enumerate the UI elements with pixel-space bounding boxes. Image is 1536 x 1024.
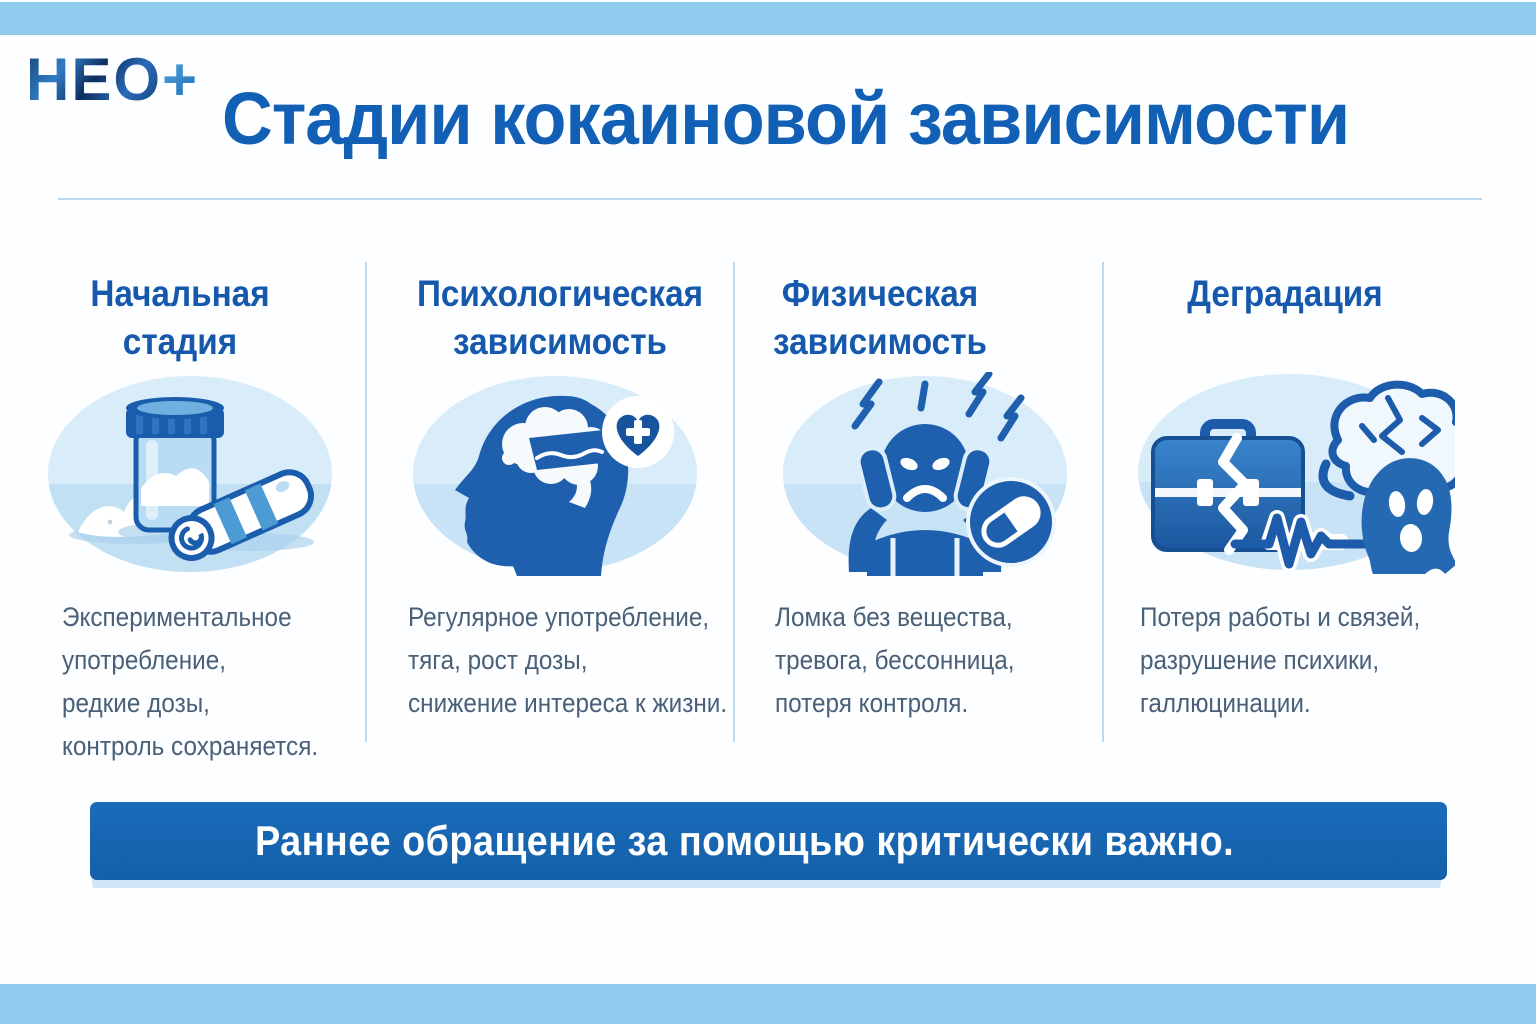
stage-description-degradation [1140,596,1420,725]
description-line: Регулярное употребление, [408,602,710,632]
stage-description-psychological [408,596,727,725]
broken-briefcase-brain-ghost-icon [1125,370,1455,574]
brand-logo-plus-icon: + [162,46,200,113]
top-accent-bar [0,2,1536,35]
column-divider [1102,262,1104,742]
stage-header-line: Деградация [1187,273,1383,314]
description-line: контроль сохраняется. [62,731,319,761]
description-line: Экспериментальное [62,602,292,632]
description-line: Ломка без вещества, [775,602,1013,632]
withdrawal-headache-pill-icon [775,372,1075,576]
stage-header-line: зависимость [453,321,667,362]
stage-header-line: Физическая [781,273,979,314]
column-divider [733,262,735,742]
title-divider [58,198,1482,200]
description-line: галлюцинации. [1140,688,1311,718]
description-line: тяга, рост дозы, [408,645,588,675]
column-divider [365,262,367,742]
stage-header-psychological [416,270,704,366]
stage-header-degradation [1137,270,1434,318]
description-line: редкие дозы, [62,688,210,718]
description-line: тревога, бессонница, [775,645,1015,675]
brand-logo-text: НЕО [26,46,163,113]
head-brain-craving-icon [405,372,705,576]
stage-header-line: Начальная [90,273,270,314]
stage-header-line: Психологическая [416,273,704,314]
description-line: потеря контроля. [775,688,969,718]
description-line: снижение интереса к жизни. [408,688,728,718]
call-to-action-banner [90,802,1447,880]
page-title: Стадии кокаиновой зависимости [222,77,1350,160]
description-line: употребление, [62,645,226,675]
stage-header-line: стадия [122,321,238,362]
powder-jar-rolled-banknote-icon [40,372,340,576]
brand-logo [26,46,200,113]
stage-header-physical [754,270,1006,366]
stage-header-initial [45,270,315,366]
description-line: разрушение психики, [1140,645,1380,675]
stage-header-line: зависимость [773,321,987,362]
bottom-accent-bar [0,984,1536,1024]
stage-description-initial [62,596,318,768]
description-line: Потеря работы и связей, [1140,602,1421,632]
banner-text: Раннее обращение за помощью критически важно. [255,817,1235,864]
stage-description-physical [775,596,1015,725]
